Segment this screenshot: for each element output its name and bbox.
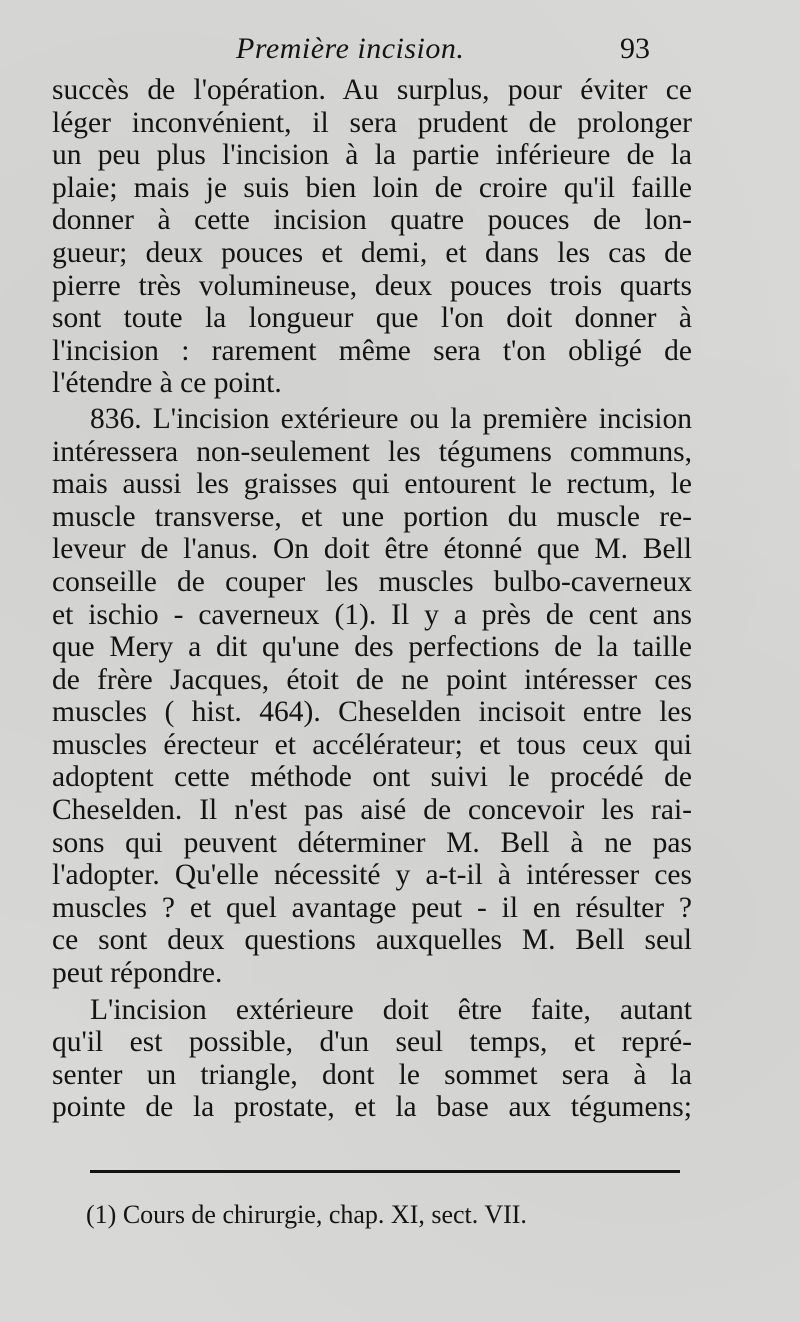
text-line: un peu plus l'incision à la partie inférieure de la [52, 139, 692, 172]
text-line: adoptent cette méthode ont suivi le procédé de [52, 761, 692, 794]
text-line: sont toute la longueur que l'on doit donner à [52, 302, 692, 335]
text-line: et ischio - caverneux (1). Il y a près de cent ans [52, 598, 692, 631]
text-line: leveur de l'anus. On doit être étonné que M. Bell [52, 533, 692, 566]
text-line: ce sont deux questions auxquelles M. Bell seul [52, 924, 692, 957]
text-line: de frère Jacques, étoit de ne point intéresser ces [52, 663, 692, 696]
text-line: muscle transverse, et une portion du muscle re- [52, 500, 692, 533]
text-line: donner à cette incision quatre pouces de lon- [52, 204, 692, 237]
running-title: Première incision. [236, 32, 465, 65]
text-line: muscles ( hist. 464). Cheselden incisoit entre les [52, 696, 692, 729]
text-line: que Mery a dit qu'une des perfections de la taille [52, 631, 692, 664]
text-line: pierre très volumineuse, deux pouces trois quarts [52, 269, 692, 302]
text-line: peut répondre. [52, 957, 223, 990]
paragraph-836-first-line: 836. L'incision extérieure ou la première incision [90, 402, 692, 435]
text-line: léger inconvénient, il sera prudent de prolonger [52, 106, 692, 139]
text-line: pointe de la prostate, et la base aux tégumens; [52, 1091, 692, 1124]
footnote-rule [90, 1170, 680, 1173]
text-line: conseille de couper les muscles bulbo-caverneux [52, 565, 692, 598]
text-line: l'étendre à ce point. [52, 367, 282, 400]
text-line: l'incision : rarement même sera t'on obligé de [52, 334, 692, 367]
text-line: sons qui peuvent déterminer M. Bell à ne pas [52, 826, 692, 859]
text-line: muscles érecteur et accélérateur; et tous ceux qui [52, 728, 692, 761]
text-line: intéressera non-seulement les tégumens communs, [52, 435, 692, 468]
footnote: (1) Cours de chirurgie, chap. XI, sect. VII. [86, 1200, 527, 1229]
body-text [52, 74, 692, 1124]
text-line: senter un triangle, dont le sommet sera à la [52, 1058, 692, 1091]
paragraph-first-line: L'incision extérieure doit être faite, autant [90, 993, 692, 1026]
text-line: l'adopter. Qu'elle nécessité y a-t-il à intéresser ces [52, 859, 692, 892]
page-number: 93 [620, 32, 650, 65]
text-line: muscles ? et quel avantage peut - il en résulter ? [52, 891, 692, 924]
text-line: plaie; mais je suis bien loin de croire qu'il faille [52, 171, 692, 204]
text-line: gueur; deux pouces et demi, et dans les cas de [52, 236, 692, 269]
page-header [0, 30, 800, 70]
text-line: mais aussi les graisses qui entourent le rectum, le [52, 468, 692, 501]
text-line: succès de l'opération. Au surplus, pour éviter ce [52, 74, 692, 106]
text-line: qu'il est possible, d'un seul temps, et repré- [52, 1026, 692, 1059]
text-line: Cheselden. Il n'est pas aisé de concevoir les rai- [52, 794, 692, 827]
